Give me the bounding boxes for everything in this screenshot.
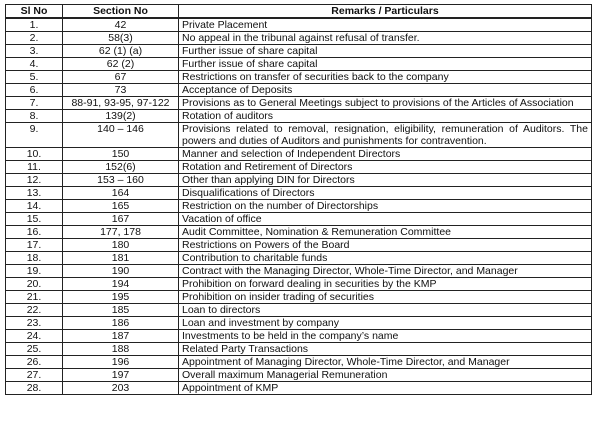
table-row <box>6 226 592 239</box>
remarks-cell: Loan and investment by company <box>179 317 592 330</box>
section-no-cell: 139(2) <box>63 110 179 123</box>
table-row <box>6 71 592 84</box>
sl-no-cell: 15. <box>6 213 63 226</box>
section-no-cell: 152(6) <box>63 161 179 174</box>
section-no-cell: 88-91, 93-95, 97-122 <box>63 97 179 110</box>
remarks-cell: Appointment of KMP <box>179 382 592 395</box>
remarks-cell: Rotation and Retirement of Directors <box>179 161 592 174</box>
sl-no-cell: 13. <box>6 187 63 200</box>
section-no-cell: 186 <box>63 317 179 330</box>
section-no-cell: 167 <box>63 213 179 226</box>
table-row <box>6 174 592 187</box>
table-row <box>6 97 592 110</box>
sl-no-cell: 23. <box>6 317 63 330</box>
table-row <box>6 200 592 213</box>
section-no-cell: 185 <box>63 304 179 317</box>
sl-no-cell: 11. <box>6 161 63 174</box>
sl-no-cell: 3. <box>6 45 63 58</box>
remarks-cell: Audit Committee, Nomination & Remuneration Committee <box>179 226 592 239</box>
remarks-cell: Investments to be held in the company’s name <box>179 330 592 343</box>
remarks-cell: Further issue of share capital <box>179 58 592 71</box>
sl-no-cell: 27. <box>6 369 63 382</box>
sl-no-cell: 10. <box>6 148 63 161</box>
section-no-cell: 140 – 146 <box>63 123 179 148</box>
section-no-cell: 150 <box>63 148 179 161</box>
remarks-cell: Provisions as to General Meetings subject to provisions of the Articles of Association <box>179 97 592 110</box>
remarks-cell: Other than applying DIN for Directors <box>179 174 592 187</box>
sl-no-cell: 12. <box>6 174 63 187</box>
sl-no-cell: 9. <box>6 123 63 148</box>
sl-no-cell: 24. <box>6 330 63 343</box>
table-row <box>6 304 592 317</box>
sl-no-cell: 19. <box>6 265 63 278</box>
remarks-cell: Prohibition on forward dealing in securities by the KMP <box>179 278 592 291</box>
table-row <box>6 148 592 161</box>
sl-no-cell: 25. <box>6 343 63 356</box>
sl-no-cell: 26. <box>6 356 63 369</box>
sl-no-cell: 22. <box>6 304 63 317</box>
header-section-no: Section No <box>63 5 179 19</box>
table-row <box>6 265 592 278</box>
sl-no-cell: 14. <box>6 200 63 213</box>
sl-no-cell: 8. <box>6 110 63 123</box>
remarks-cell: Loan to directors <box>179 304 592 317</box>
remarks-cell: Restrictions on transfer of securities back to the company <box>179 71 592 84</box>
sl-no-cell: 7. <box>6 97 63 110</box>
table-row <box>6 291 592 304</box>
table-header <box>6 5 592 19</box>
table-row <box>6 32 592 45</box>
remarks-cell: Restriction on the number of Directorships <box>179 200 592 213</box>
section-no-cell: 203 <box>63 382 179 395</box>
table-row <box>6 161 592 174</box>
header-remarks: Remarks / Particulars <box>179 5 592 19</box>
table-row <box>6 110 592 123</box>
table-row <box>6 278 592 291</box>
section-no-cell: 73 <box>63 84 179 97</box>
table-row <box>6 343 592 356</box>
section-no-cell: 58(3) <box>63 32 179 45</box>
table-row <box>6 58 592 71</box>
remarks-cell: Restrictions on Powers of the Board <box>179 239 592 252</box>
sl-no-cell: 17. <box>6 239 63 252</box>
section-no-cell: 42 <box>63 18 179 32</box>
section-no-cell: 165 <box>63 200 179 213</box>
remarks-cell: Private Placement <box>179 18 592 32</box>
remarks-cell: Contract with the Managing Director, Whole-Time Director, and Manager <box>179 265 592 278</box>
sl-no-cell: 18. <box>6 252 63 265</box>
table-row <box>6 356 592 369</box>
remarks-cell: Prohibition on insider trading of securities <box>179 291 592 304</box>
table-row <box>6 45 592 58</box>
remarks-cell: Acceptance of Deposits <box>179 84 592 97</box>
remarks-cell: Provisions related to removal, resignation, eligibility, remuneration of Auditors. The powers and duties of Auditors and punishments for contravention. <box>179 123 592 148</box>
sl-no-cell: 20. <box>6 278 63 291</box>
section-no-cell: 67 <box>63 71 179 84</box>
section-no-cell: 187 <box>63 330 179 343</box>
remarks-cell: Related Party Transactions <box>179 343 592 356</box>
table-row <box>6 330 592 343</box>
section-no-cell: 180 <box>63 239 179 252</box>
section-no-cell: 190 <box>63 265 179 278</box>
section-no-cell: 153 – 160 <box>63 174 179 187</box>
sl-no-cell: 28. <box>6 382 63 395</box>
section-no-cell: 62 (1) (a) <box>63 45 179 58</box>
section-no-cell: 197 <box>63 369 179 382</box>
table-row <box>6 84 592 97</box>
header-row <box>6 5 592 19</box>
section-no-cell: 177, 178 <box>63 226 179 239</box>
section-no-cell: 62 (2) <box>63 58 179 71</box>
table-row <box>6 317 592 330</box>
remarks-cell: No appeal in the tribunal against refusal of transfer. <box>179 32 592 45</box>
table-row <box>6 123 592 148</box>
table-row <box>6 18 592 32</box>
remarks-cell: Rotation of auditors <box>179 110 592 123</box>
remarks-cell: Disqualifications of Directors <box>179 187 592 200</box>
sl-no-cell: 2. <box>6 32 63 45</box>
table-row <box>6 239 592 252</box>
remarks-cell: Appointment of Managing Director, Whole-Time Director, and Manager <box>179 356 592 369</box>
section-no-cell: 164 <box>63 187 179 200</box>
table-row <box>6 369 592 382</box>
table-row <box>6 187 592 200</box>
remarks-cell: Vacation of office <box>179 213 592 226</box>
section-no-cell: 194 <box>63 278 179 291</box>
table-body <box>6 18 592 395</box>
remarks-cell: Overall maximum Managerial Remuneration <box>179 369 592 382</box>
header-sl-no: Sl No <box>6 5 63 19</box>
remarks-cell: Contribution to charitable funds <box>179 252 592 265</box>
sl-no-cell: 4. <box>6 58 63 71</box>
remarks-cell: Further issue of share capital <box>179 45 592 58</box>
sl-no-cell: 6. <box>6 84 63 97</box>
sl-no-cell: 21. <box>6 291 63 304</box>
sl-no-cell: 16. <box>6 226 63 239</box>
table-row <box>6 382 592 395</box>
sl-no-cell: 5. <box>6 71 63 84</box>
table-row <box>6 252 592 265</box>
sections-table <box>5 4 592 395</box>
sl-no-cell: 1. <box>6 18 63 32</box>
table-row <box>6 213 592 226</box>
section-no-cell: 196 <box>63 356 179 369</box>
section-no-cell: 188 <box>63 343 179 356</box>
section-no-cell: 195 <box>63 291 179 304</box>
section-no-cell: 181 <box>63 252 179 265</box>
remarks-cell: Manner and selection of Independent Directors <box>179 148 592 161</box>
